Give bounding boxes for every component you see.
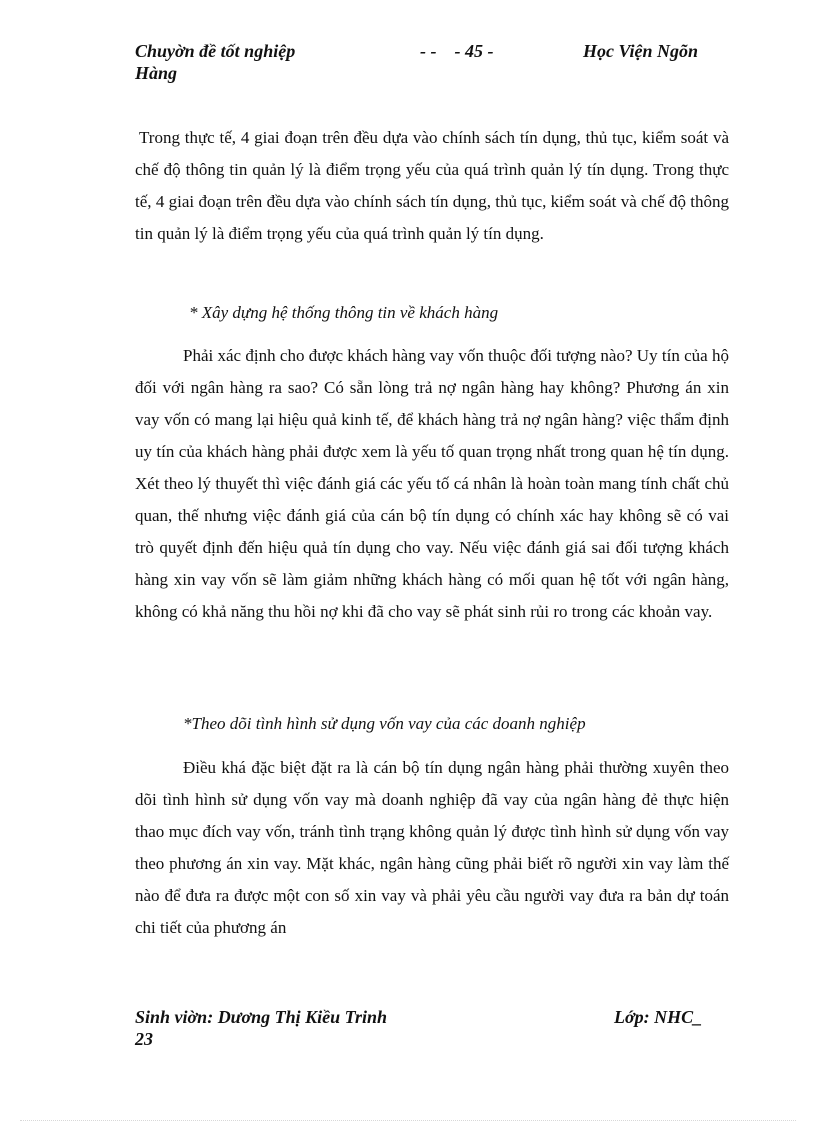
subheading-loan-monitoring: *Theo dõi tình hình sử dụng vốn vay của các doanh nghiệp (183, 714, 586, 733)
paragraph-1: Trong thực tế, 4 giai đoạn trên đều dựa vào chính sách tín dụng, thủ tục, kiểm soát và chế độ thông tin quản lý là điểm trọng yếu của quá trình quản lý tín dụng. Trong thực tế, 4 giai đoạn trên đều dựa vào chính sách tín dụng, thủ tục, kiểm soát và chế độ thông tin quản lý là điểm trọng yếu của quá trình quản lý tín dụng. (135, 128, 729, 243)
paragraph-3: Điều khá đặc biệt đặt ra là cán bộ tín dụng ngân hàng phải thường xuyên theo dõi tình hình sử dụng vốn vay mà doanh nghiệp đã vay của ngân hàng đẻ thực hiện thao mục đích vay vốn, tránh tình trạng không quản lý được tình hình sử dụng vốn vay theo phương án xin vay. Mặt khác, ngân hàng cũng phải biết rõ người xin vay làm thế nào để đưa ra được một con số xin vay và phải yêu cầu người vay đưa ra bản dự toán chi tiết của phương án (135, 758, 729, 937)
body-block-3 (135, 752, 729, 944)
header-title-line2: Hàng (135, 63, 178, 83)
page-number: - - - 45 - (420, 41, 494, 61)
page-edge-divider (20, 1120, 796, 1121)
body-block-1 (135, 122, 729, 250)
header-institution: Học Viện Ngõn (583, 41, 699, 61)
paragraph-2: Phải xác định cho được khách hàng vay vốn thuộc đối tượng nào? Uy tín của hộ đối với ngân hàng ra sao? Có sẵn lòng trả nợ ngân hàng hay không? Phương án xin vay vốn có mang lại hiệu quả kinh tế, để khách hàng trả nợ ngân hàng? việc thẩm định uy tín của khách hàng phải được xem là yếu tố quan trọng nhất trong quan hệ tín dụng. Xét theo lý thuyết thì việc đánh giá các yếu tố cá nhân là hoàn toàn mang tính chất chủ quan, thế nhưng việc đánh giá của cán bộ tín dụng có chính xác hay không sẽ có vai trò quyết định đến hiệu quả tín dụng cho vay. Nếu việc đánh giá sai đối tượng khách hàng xin vay vốn sẽ làm giảm những khách hàng có mối quan hệ tốt với ngân hàng, không có khả năng thu hồi nợ khi đã cho vay sẽ phát sinh rủi ro trong các khoản vay. (135, 346, 729, 621)
footer-class: Lớp: NHC_ (614, 1007, 703, 1027)
body-block-2 (135, 340, 729, 628)
header-title-line1: Chuyờn đề tốt nghiệp (135, 41, 296, 61)
footer-student-name-line2: 23 (135, 1029, 153, 1049)
subheading-customer-info: * Xây dựng hệ thống thông tin về khách hàng (189, 303, 499, 322)
footer-student-name: Sinh viờn: Dương Thị Kiều Trinh (135, 1007, 388, 1027)
